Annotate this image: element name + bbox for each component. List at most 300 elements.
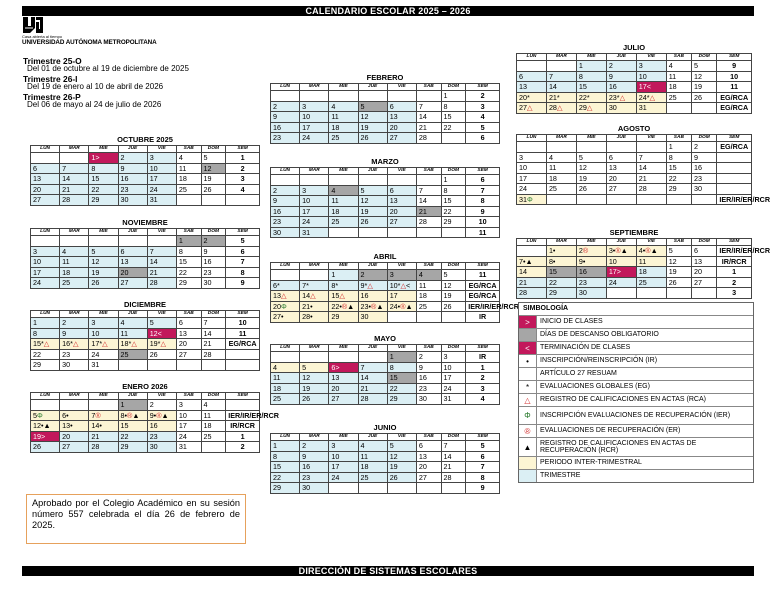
- legend-item: [519, 406, 753, 424]
- day-cell: 29: [666, 184, 691, 195]
- day-cell: 3: [329, 441, 358, 452]
- calendar-table: [516, 53, 752, 114]
- week-number: IER/IR/ER/RCR: [717, 246, 752, 257]
- weekday-header: MIE: [329, 168, 358, 175]
- logo-name: UNIVERSIDAD AUTÓNOMA METROPOLITANA: [22, 39, 157, 46]
- month-noviembre: [30, 218, 260, 289]
- day-cell: 7: [201, 318, 226, 329]
- day-cell: 12: [358, 112, 387, 123]
- day-cell: 21: [358, 383, 387, 394]
- day-cell: 11: [666, 71, 691, 82]
- weekday-header: LUN: [31, 393, 60, 400]
- weekday-header: JUE: [358, 345, 387, 352]
- day-cell: 24: [176, 431, 201, 442]
- day-cell: [60, 153, 89, 164]
- day-cell: 22: [31, 349, 60, 360]
- week-number: 4: [466, 394, 500, 405]
- weekday-header: DOM: [201, 393, 226, 400]
- day-cell: 15: [387, 373, 416, 384]
- week-row: [517, 142, 752, 153]
- weekday-header: VIE: [147, 146, 176, 153]
- legend-label: PERIODO INTER-TRIMESTRAL: [540, 459, 642, 467]
- day-cell: [606, 142, 636, 153]
- day-cell: [31, 153, 60, 164]
- month-febrero: [270, 73, 500, 144]
- day-cell: 31: [147, 195, 176, 206]
- weekday-header: DOM: [201, 311, 226, 318]
- day-cell: 24: [89, 349, 118, 360]
- day-cell: 7: [546, 71, 576, 82]
- day-cell: 1>: [89, 153, 118, 164]
- weekday-header: SEM: [466, 84, 500, 91]
- day-cell: 14△: [300, 291, 329, 302]
- day-cell: 17: [176, 421, 201, 432]
- day-cell: 7*: [300, 280, 329, 291]
- week-number: 9: [226, 278, 260, 289]
- day-cell: 25: [636, 277, 666, 288]
- day-cell: [441, 227, 466, 238]
- day-cell: 16: [147, 421, 176, 432]
- day-cell: 2: [60, 318, 89, 329]
- weekday-header: SAB: [416, 168, 441, 175]
- day-cell: 1: [387, 352, 416, 363]
- week-number: 2: [226, 442, 260, 453]
- day-cell: 1: [666, 142, 691, 153]
- day-cell: 25: [201, 431, 226, 442]
- day-cell: 7: [416, 101, 441, 112]
- week-row: [271, 91, 500, 102]
- legend-symbol: [519, 457, 537, 469]
- week-number: 5: [466, 441, 500, 452]
- weekday-header: DOM: [441, 434, 466, 441]
- day-cell: 30: [416, 394, 441, 405]
- week-number: 7: [466, 462, 500, 473]
- day-cell: 22: [271, 472, 300, 483]
- day-cell: 11: [60, 257, 89, 268]
- day-cell: 10: [176, 410, 201, 421]
- legend-symbol: [519, 368, 537, 380]
- day-cell: 20: [692, 267, 717, 278]
- day-cell: 30: [271, 227, 300, 238]
- day-cell: 13: [387, 112, 416, 123]
- week-number: 7: [466, 185, 500, 196]
- day-cell: [546, 142, 576, 153]
- calendar-table: [30, 310, 260, 371]
- day-cell: 9•®▲: [147, 410, 176, 421]
- weekday-header: SAB: [666, 239, 691, 246]
- week-row: [517, 288, 752, 299]
- day-cell: 12: [89, 257, 118, 268]
- week-row: [271, 270, 500, 281]
- day-cell: 16: [358, 291, 387, 302]
- legend-label: TERMINACIÓN DE CLASES: [540, 344, 631, 352]
- day-cell: 9: [416, 362, 441, 373]
- legend-symbol: △: [519, 394, 537, 406]
- week-number: 5: [226, 236, 260, 247]
- day-cell: 20*: [517, 92, 547, 103]
- day-cell: 26: [147, 349, 176, 360]
- day-cell: 19: [201, 174, 226, 185]
- legend-item: [519, 393, 753, 406]
- day-cell: 10: [517, 163, 547, 174]
- day-cell: 25: [546, 184, 576, 195]
- week-row: [31, 339, 260, 350]
- weekday-header: JUE: [358, 263, 387, 270]
- day-cell: 18: [358, 462, 387, 473]
- calendar-table: [516, 134, 770, 205]
- header-title: CALENDARIO ESCOLAR 2025 – 2026: [22, 6, 754, 16]
- day-cell: 17: [147, 174, 176, 185]
- legend-item: [519, 367, 753, 380]
- week-row: [271, 441, 500, 452]
- day-cell: [176, 360, 201, 371]
- month-title: AGOSTO: [617, 124, 651, 133]
- day-cell: 15△: [329, 291, 358, 302]
- day-cell: 18: [271, 383, 300, 394]
- week-row: [271, 227, 500, 238]
- week-number: 2: [226, 163, 260, 174]
- day-cell: 20: [118, 267, 147, 278]
- day-cell: 21: [89, 431, 118, 442]
- day-cell: 13: [329, 373, 358, 384]
- day-cell: 23•®▲: [358, 301, 387, 312]
- day-cell: [517, 61, 547, 72]
- day-cell: 13: [31, 174, 60, 185]
- day-cell: 27: [606, 184, 636, 195]
- weekday-header: LUN: [31, 146, 60, 153]
- day-cell: 9: [606, 71, 636, 82]
- day-cell: 5: [147, 318, 176, 329]
- day-cell: 10*△<: [387, 280, 416, 291]
- day-cell: 17: [300, 122, 329, 133]
- week-number: 11: [466, 270, 500, 281]
- week-number: IR: [466, 312, 500, 323]
- day-cell: 7: [60, 163, 89, 174]
- week-row: [271, 122, 500, 133]
- day-cell: [60, 400, 89, 411]
- weekday-header: MAR: [60, 146, 89, 153]
- month-title: JULIO: [622, 43, 646, 52]
- weekday-header: DOM: [201, 229, 226, 236]
- day-cell: 30: [118, 195, 147, 206]
- day-cell: 23: [60, 349, 89, 360]
- weekday-header: VIE: [147, 311, 176, 318]
- week-number: 3: [226, 174, 260, 185]
- day-cell: 24: [606, 277, 636, 288]
- day-cell: 4: [329, 185, 358, 196]
- day-cell: 15: [271, 462, 300, 473]
- day-cell: 5: [358, 185, 387, 196]
- day-cell: 20: [606, 173, 636, 184]
- day-cell: 24: [300, 217, 329, 228]
- trimester-dates: Del 19 de enero al 10 de abril de 2026: [27, 82, 164, 92]
- weekday-header: VIE: [636, 239, 666, 246]
- day-cell: 8: [271, 451, 300, 462]
- day-cell: [692, 288, 717, 299]
- day-cell: 17: [441, 373, 466, 384]
- day-cell: 5: [300, 362, 329, 373]
- week-number: 10: [717, 71, 752, 82]
- legend-symbol: *: [519, 381, 537, 393]
- week-row: [271, 373, 500, 384]
- day-cell: 3•®▲: [606, 246, 636, 257]
- day-cell: 18: [60, 267, 89, 278]
- day-cell: 19: [358, 206, 387, 217]
- day-cell: 16: [576, 267, 606, 278]
- day-cell: 19*△: [147, 339, 176, 350]
- day-cell: [576, 142, 606, 153]
- weekday-header: JUE: [606, 239, 636, 246]
- legend-label: DÍAS DE DESCANSO OBLIGATORIO: [540, 331, 659, 339]
- week-row: [31, 184, 260, 195]
- day-cell: 16: [271, 122, 300, 133]
- day-cell: [358, 91, 387, 102]
- week-number: EG/RCA: [717, 103, 752, 114]
- week-row: [31, 195, 260, 206]
- legend-item: [519, 437, 753, 456]
- weekday-header: VIE: [387, 168, 416, 175]
- calendar-table: [30, 145, 260, 206]
- weekday-header: LUN: [517, 135, 547, 142]
- day-cell: 27: [387, 217, 416, 228]
- day-cell: 4: [201, 400, 226, 411]
- day-cell: 8: [666, 152, 691, 163]
- day-cell: [60, 236, 89, 247]
- day-cell: 15: [441, 196, 466, 207]
- day-cell: [358, 227, 387, 238]
- week-row: [31, 278, 260, 289]
- weekday-header: MAR: [300, 345, 329, 352]
- legend: [518, 302, 754, 483]
- day-cell: 12: [576, 163, 606, 174]
- day-cell: 26: [358, 217, 387, 228]
- day-cell: [606, 288, 636, 299]
- day-cell: [176, 195, 201, 206]
- legend-label: REGISTRO DE CALIFICACIONES EN ACTAS (RCA): [540, 396, 706, 404]
- week-row: [31, 400, 260, 411]
- day-cell: 26: [31, 442, 60, 453]
- week-number: 1: [226, 153, 260, 164]
- day-cell: 27: [416, 472, 441, 483]
- weekday-header: SEM: [466, 168, 500, 175]
- day-cell: 13: [176, 328, 201, 339]
- day-cell: [576, 194, 606, 205]
- day-cell: 31: [89, 360, 118, 371]
- day-cell: 31: [441, 394, 466, 405]
- day-cell: 20: [329, 383, 358, 394]
- day-cell: 2: [118, 153, 147, 164]
- week-number: IR/RCR: [226, 421, 260, 432]
- day-cell: 10: [31, 257, 60, 268]
- week-number: EG/RCA: [717, 92, 752, 103]
- day-cell: [358, 352, 387, 363]
- week-number: IER/IR/ER/RCR: [717, 194, 752, 205]
- day-cell: 21*: [546, 92, 576, 103]
- day-cell: [441, 133, 466, 144]
- day-cell: 25: [60, 278, 89, 289]
- week-row: [517, 61, 752, 72]
- week-row: [31, 442, 260, 453]
- day-cell: 1: [118, 400, 147, 411]
- day-cell: 12•▲: [31, 421, 60, 432]
- legend-symbol: [519, 329, 537, 341]
- day-cell: 12: [387, 451, 416, 462]
- day-cell: [89, 400, 118, 411]
- day-cell: [636, 194, 666, 205]
- day-cell: 11: [201, 410, 226, 421]
- day-cell: 13: [606, 163, 636, 174]
- day-cell: 2: [606, 61, 636, 72]
- week-number: 4: [226, 184, 260, 195]
- weekday-header: MAR: [60, 393, 89, 400]
- day-cell: 25: [416, 301, 441, 312]
- day-cell: 4•®▲: [636, 246, 666, 257]
- day-cell: 30: [576, 288, 606, 299]
- month-diciembre: [30, 300, 260, 371]
- week-row: [31, 153, 260, 164]
- week-row: [31, 421, 260, 432]
- day-cell: 16: [692, 163, 717, 174]
- week-row: [271, 472, 500, 483]
- calendar-table: [270, 167, 500, 238]
- day-cell: 11: [546, 163, 576, 174]
- day-cell: 29: [329, 312, 358, 323]
- week-number: 1: [717, 267, 752, 278]
- day-cell: 15: [176, 257, 201, 268]
- weekday-header: JUE: [118, 229, 147, 236]
- day-cell: 22: [666, 173, 691, 184]
- day-cell: [201, 442, 226, 453]
- day-cell: 6: [517, 71, 547, 82]
- week-row: [517, 256, 752, 267]
- week-row: [31, 236, 260, 247]
- day-cell: 12: [441, 280, 466, 291]
- weekday-header: VIE: [387, 263, 416, 270]
- day-cell: [31, 236, 60, 247]
- week-number: [226, 349, 260, 360]
- day-cell: 18: [546, 173, 576, 184]
- week-row: [31, 163, 260, 174]
- day-cell: 11: [636, 256, 666, 267]
- day-cell: [416, 91, 441, 102]
- day-cell: 1: [441, 91, 466, 102]
- day-cell: 4: [271, 362, 300, 373]
- weekday-header: JUE: [118, 146, 147, 153]
- week-number: 4: [466, 112, 500, 123]
- day-cell: 8: [441, 185, 466, 196]
- day-cell: 29: [441, 217, 466, 228]
- day-cell: 3: [31, 246, 60, 257]
- week-number: [226, 360, 260, 371]
- day-cell: 26: [300, 394, 329, 405]
- weekday-header: SAB: [416, 345, 441, 352]
- weekday-header: SEM: [466, 263, 500, 270]
- weekday-header: SEM: [226, 229, 260, 236]
- day-cell: 24•®▲: [387, 301, 416, 312]
- week-number: 2: [717, 277, 752, 288]
- month-mayo: [270, 334, 500, 405]
- weekday-header: SEM: [717, 54, 752, 61]
- day-cell: 14: [147, 257, 176, 268]
- day-cell: 29: [546, 288, 576, 299]
- week-row: [31, 267, 260, 278]
- day-cell: 10: [441, 362, 466, 373]
- trimester-list: [23, 57, 189, 110]
- day-cell: 4: [358, 441, 387, 452]
- weekday-header: VIE: [147, 229, 176, 236]
- week-number: EG/RCA: [717, 142, 752, 153]
- month-octubre: [30, 135, 260, 206]
- day-cell: 30: [201, 278, 226, 289]
- day-cell: 24: [517, 184, 547, 195]
- day-cell: 18: [636, 267, 666, 278]
- day-cell: 31Φ: [517, 194, 547, 205]
- day-cell: 23: [692, 173, 717, 184]
- legend-item: [519, 354, 753, 367]
- week-row: [31, 246, 260, 257]
- weekday-header: MAR: [60, 311, 89, 318]
- week-number: IER/IR/ER/RCR: [226, 410, 260, 421]
- day-cell: 16*△: [60, 339, 89, 350]
- day-cell: 10: [606, 256, 636, 267]
- day-cell: 3: [387, 270, 416, 281]
- day-cell: [300, 91, 329, 102]
- day-cell: 6: [387, 185, 416, 196]
- day-cell: 13: [416, 451, 441, 462]
- legend-item: [519, 341, 753, 354]
- day-cell: 15: [89, 174, 118, 185]
- day-cell: [271, 175, 300, 186]
- day-cell: [300, 352, 329, 363]
- day-cell: 13•: [60, 421, 89, 432]
- day-cell: 11: [329, 196, 358, 207]
- day-cell: 11: [358, 451, 387, 462]
- week-number: 8: [466, 472, 500, 483]
- month-title: MARZO: [371, 157, 399, 166]
- week-row: [517, 92, 752, 103]
- day-cell: 28: [517, 288, 547, 299]
- day-cell: 7: [636, 152, 666, 163]
- day-cell: 14: [416, 112, 441, 123]
- day-cell: 27: [176, 349, 201, 360]
- week-row: [271, 483, 500, 494]
- week-number: EG/RCA: [466, 280, 500, 291]
- day-cell: 14: [441, 451, 466, 462]
- day-cell: 6•: [60, 410, 89, 421]
- day-cell: 12: [358, 196, 387, 207]
- day-cell: 10: [89, 328, 118, 339]
- week-number: 1: [226, 431, 260, 442]
- weekday-header: SAB: [176, 146, 201, 153]
- week-row: [517, 277, 752, 288]
- weekday-header: MIE: [89, 311, 118, 318]
- weekday-header: MIE: [329, 434, 358, 441]
- week-row: [517, 152, 752, 163]
- calendar-table: [30, 228, 260, 289]
- day-cell: 1: [576, 61, 606, 72]
- day-cell: 5: [201, 153, 226, 164]
- week-number: 2: [466, 373, 500, 384]
- week-number: IR/RCR: [717, 256, 752, 267]
- day-cell: [517, 142, 547, 153]
- weekday-header: MIE: [89, 146, 118, 153]
- week-number: 5: [466, 122, 500, 133]
- calendar-table: [270, 433, 500, 494]
- day-cell: [441, 312, 466, 323]
- day-cell: 22: [118, 431, 147, 442]
- day-cell: 24: [147, 184, 176, 195]
- day-cell: 29: [118, 442, 147, 453]
